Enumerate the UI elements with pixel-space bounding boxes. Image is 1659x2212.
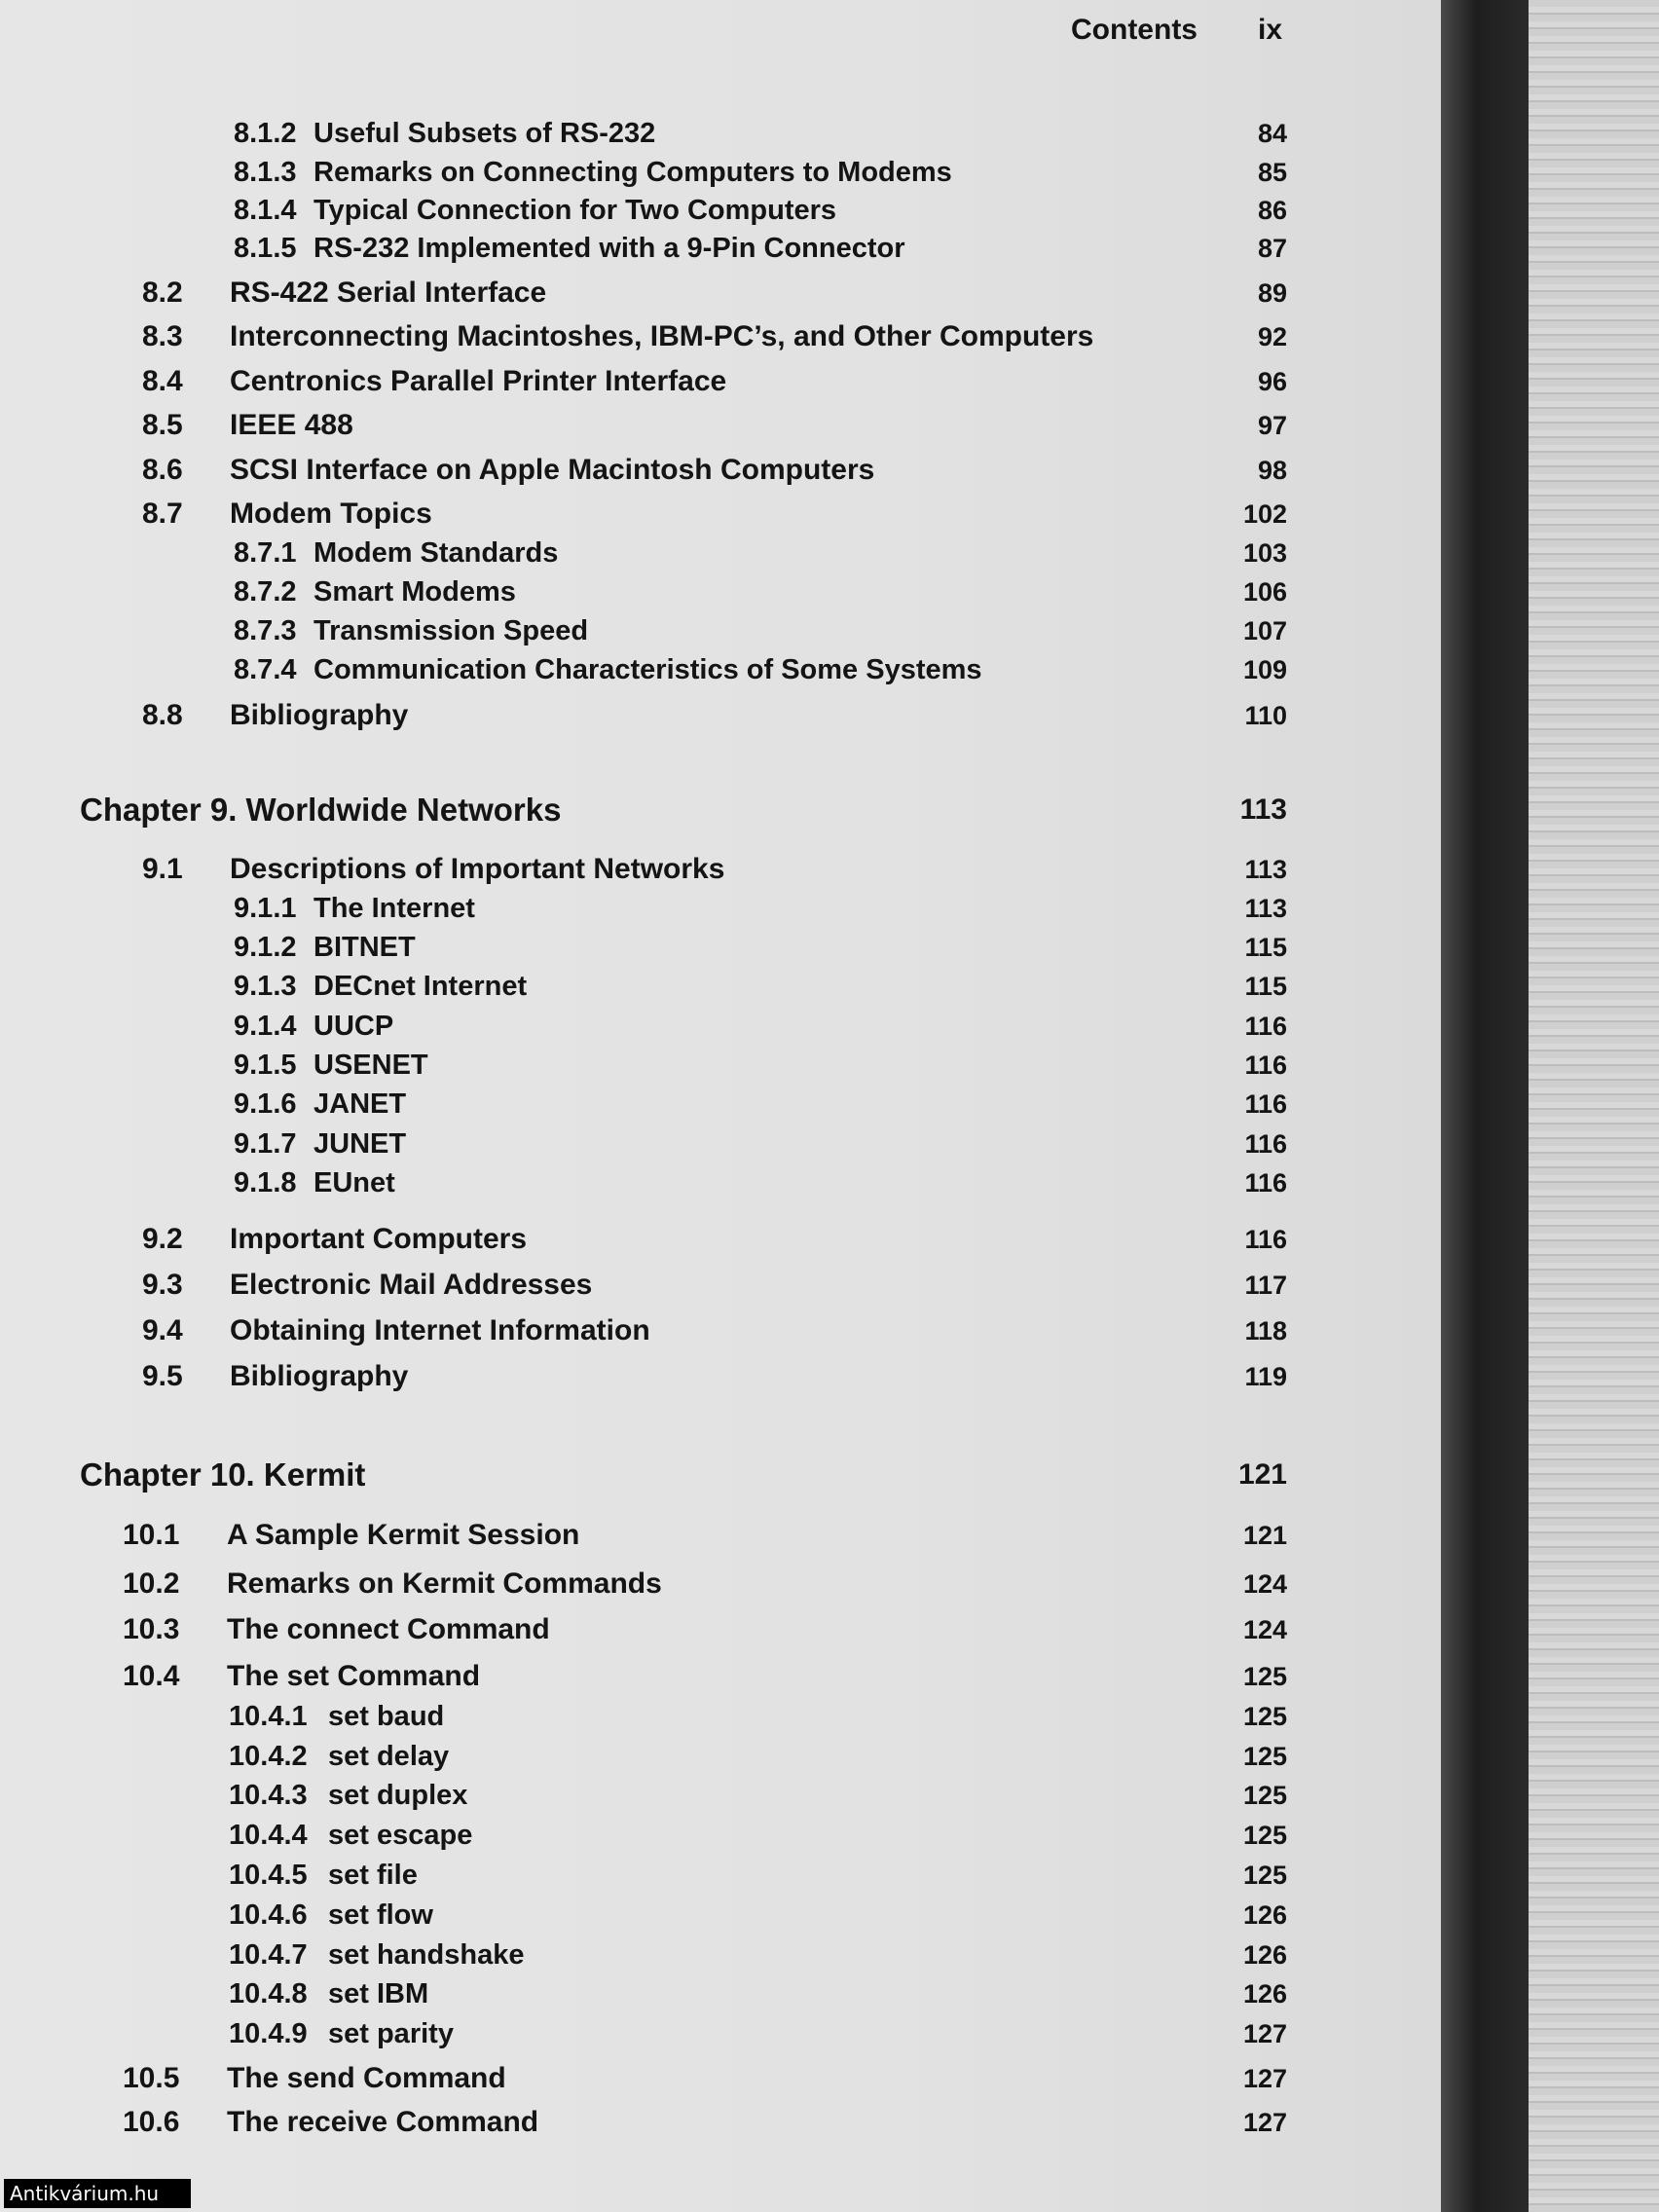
toc-subsection-entry — [0, 2014, 1363, 2053]
toc-entry-number: 9.1.1 — [234, 893, 297, 924]
toc-entry-number: 8.1.3 — [234, 157, 297, 188]
toc-entry-title: Interconnecting Macintoshes, IBM-PC’s, and Other Computers — [230, 320, 1094, 352]
toc-entry-number: 8.7 — [142, 498, 183, 530]
toc-entry-page: 89 — [1257, 278, 1287, 308]
toc-entry-title: The set Command — [227, 1660, 481, 1692]
toc-section-entry — [0, 1266, 1363, 1305]
toc-entry-title: Descriptions of Important Networks — [230, 853, 725, 885]
toc-subsection-entry — [0, 889, 1363, 928]
toc-entry-number: 9.3 — [142, 1269, 183, 1301]
toc-entry-page: 92 — [1257, 322, 1287, 351]
toc-section-entry — [0, 696, 1363, 735]
toc-entry-number: 8.7.3 — [234, 615, 297, 646]
toc-entry-title: Smart Modems — [313, 576, 516, 608]
toc-section-entry — [0, 1516, 1363, 1555]
toc-entry-number: 9.5 — [142, 1360, 183, 1392]
toc-subsection-entry — [0, 1697, 1363, 1736]
toc-entry-title: Useful Subsets of RS-232 — [313, 118, 656, 149]
toc-subsection-entry — [0, 928, 1363, 967]
toc-entry-title: The Internet — [313, 893, 475, 924]
toc-entry-page: 127 — [1242, 2019, 1287, 2048]
toc-entry-title: set delay — [328, 1741, 450, 1772]
toc-section-entry — [0, 406, 1363, 445]
toc-entry-title: DECnet Internet — [313, 971, 528, 1002]
toc-entry-page: 118 — [1244, 1316, 1287, 1346]
toc-entry-title: Obtaining Internet Information — [230, 1314, 650, 1346]
toc-entry-number: 10.4.1 — [229, 1701, 308, 1732]
toc-entry-number: 10.6 — [123, 2106, 180, 2138]
toc-subsection-entry — [0, 229, 1363, 268]
toc-entry-number: 10.4.3 — [229, 1780, 308, 1811]
toc-entry-page: 117 — [1244, 1271, 1287, 1300]
toc-entry-number: 9.1.2 — [234, 932, 297, 963]
toc-entry-title: set IBM — [328, 1978, 429, 2009]
toc-entry-number: 10.5 — [123, 2062, 180, 2094]
toc-section-entry — [0, 1220, 1363, 1259]
toc-entry-number: 8.4 — [142, 365, 183, 397]
toc-subsection-entry — [0, 967, 1363, 1006]
toc-entry-number: 10.4.8 — [229, 1978, 308, 2009]
toc-entry-page: 85 — [1257, 158, 1287, 187]
toc-entry-title: IEEE 488 — [230, 409, 353, 441]
toc-entry-page: 84 — [1257, 119, 1287, 148]
toc-entry-title: Important Computers — [230, 1223, 528, 1255]
toc-entry-title: SCSI Interface on Apple Macintosh Computers — [230, 454, 875, 486]
toc-section-entry — [0, 1311, 1363, 1350]
toc-subsection-entry — [0, 1737, 1363, 1776]
toc-entry-page: 116 — [1244, 1051, 1287, 1080]
toc-entry-title: Chapter 10. Kermit — [80, 1456, 366, 1493]
toc-entry-title: JANET — [313, 1088, 407, 1120]
toc-entry-number: 9.4 — [142, 1314, 183, 1346]
toc-entry-number: 9.1 — [142, 853, 183, 885]
toc-entry-page: 102 — [1242, 499, 1287, 529]
toc-entry-number: 9.1.4 — [234, 1011, 297, 1042]
toc-entry-title: RS-232 Implemented with a 9-Pin Connector — [313, 233, 905, 264]
toc-entry-page: 86 — [1257, 196, 1287, 225]
toc-entry-page: 125 — [1242, 1781, 1287, 1810]
toc-section-entry — [0, 1610, 1363, 1649]
toc-entry-title: The send Command — [227, 2062, 506, 2094]
toc-entry-number: 8.1.4 — [234, 195, 297, 226]
toc-section-entry — [0, 1565, 1363, 1604]
toc-entry-number: 10.2 — [123, 1567, 180, 1600]
toc-entry-page: 126 — [1242, 1900, 1287, 1930]
toc-subsection-entry — [0, 1856, 1363, 1895]
toc-entry-page: 98 — [1257, 456, 1287, 485]
toc-entry-number: 9.1.8 — [234, 1167, 297, 1198]
toc-entry-number: 10.3 — [123, 1613, 180, 1645]
toc-entry-title: Communication Characteristics of Some Systems — [313, 654, 982, 685]
toc-subsection-entry — [0, 1936, 1363, 1974]
toc-entry-title: RS-422 Serial Interface — [230, 276, 547, 309]
toc-entry-page: 107 — [1242, 616, 1287, 645]
toc-section-entry — [0, 1357, 1363, 1396]
toc-entry-title: Typical Connection for Two Computers — [313, 195, 837, 226]
toc-subsection-entry — [0, 1124, 1363, 1163]
background-cloth — [1529, 0, 1659, 2212]
toc-entry-page: 116 — [1244, 1225, 1287, 1254]
toc-entry-number: 10.4.6 — [229, 1899, 308, 1931]
toc-entry-title: Electronic Mail Addresses — [230, 1269, 593, 1301]
toc-entry-number: 9.1.3 — [234, 971, 297, 1002]
toc-entry-number: 10.4.9 — [229, 2018, 308, 2049]
toc-entry-number: 9.1.7 — [234, 1128, 297, 1160]
toc-entry-page: 121 — [1237, 1458, 1287, 1491]
toc-subsection-entry — [0, 534, 1363, 572]
toc-entry-page: 126 — [1242, 1940, 1287, 1970]
toc-entry-page: 127 — [1242, 2064, 1287, 2093]
toc-subsection-entry — [0, 114, 1363, 153]
toc-entry-title: set baud — [328, 1701, 445, 1732]
toc-entry-title: USENET — [313, 1050, 428, 1081]
toc-entry-page: 113 — [1244, 894, 1287, 923]
toc-entry-number: 10.1 — [123, 1519, 180, 1551]
toc-section-entry — [0, 451, 1363, 490]
toc-subsection-entry — [0, 1007, 1363, 1046]
toc-section-entry — [0, 274, 1363, 313]
page-number: ix — [1258, 14, 1283, 46]
toc-entry-title: Transmission Speed — [313, 615, 589, 646]
toc-entry-number: 8.3 — [142, 320, 183, 352]
toc-chapter-entry — [0, 1456, 1363, 1494]
toc-subsection-entry — [0, 1776, 1363, 1815]
toc-entry-title: set escape — [328, 1820, 473, 1851]
toc-entry-title: set parity — [328, 2018, 454, 2049]
toc-entry-title: set file — [328, 1860, 418, 1891]
toc-entry-page: 115 — [1244, 972, 1287, 1001]
toc-entry-title: Chapter 9. Worldwide Networks — [80, 792, 562, 828]
toc-entry-title: Centronics Parallel Printer Interface — [230, 365, 727, 397]
toc-entry-title: set handshake — [328, 1939, 525, 1971]
toc-subsection-entry — [0, 191, 1363, 230]
toc-subsection-entry — [0, 611, 1363, 650]
toc-subsection-entry — [0, 1046, 1363, 1085]
toc-entry-page: 125 — [1242, 1702, 1287, 1731]
toc-entry-page: 125 — [1242, 1821, 1287, 1850]
toc-entry-page: 125 — [1242, 1662, 1287, 1691]
toc-subsection-entry — [0, 650, 1363, 689]
toc-entry-page: 110 — [1244, 701, 1287, 730]
toc-subsection-entry — [0, 572, 1363, 611]
toc-subsection-entry — [0, 1163, 1363, 1202]
toc-section-entry — [0, 495, 1363, 534]
toc-entry-page: 121 — [1242, 1521, 1287, 1550]
toc-entry-title: A Sample Kermit Session — [227, 1519, 580, 1551]
toc-entry-number: 8.8 — [142, 699, 183, 731]
toc-entry-page: 109 — [1242, 655, 1287, 684]
toc-entry-title: set flow — [328, 1899, 433, 1931]
toc-entry-number: 8.1.2 — [234, 118, 297, 149]
toc-entry-page: 116 — [1244, 1168, 1287, 1198]
toc-entry-page: 113 — [1239, 793, 1287, 826]
toc-entry-number: 8.7.2 — [234, 576, 297, 608]
toc-section-entry — [0, 362, 1363, 401]
toc-entry-page: 87 — [1257, 234, 1287, 263]
toc-entry-number: 8.7.1 — [234, 537, 297, 569]
toc-entry-title: The receive Command — [227, 2106, 539, 2138]
toc-entry-title: JUNET — [313, 1128, 407, 1160]
toc-entry-number: 8.2 — [142, 276, 183, 309]
toc-entry-title: set duplex — [328, 1780, 468, 1811]
watermark-label: Antikvárium.hu — [4, 2179, 191, 2208]
toc-entry-number: 10.4.2 — [229, 1741, 308, 1772]
toc-entry-number: 10.4.5 — [229, 1860, 308, 1891]
toc-entry-title: The connect Command — [227, 1613, 550, 1645]
toc-section-entry — [0, 317, 1363, 356]
toc-entry-page: 97 — [1257, 411, 1287, 440]
toc-entry-page: 113 — [1244, 855, 1287, 884]
toc-entry-page: 116 — [1244, 1012, 1287, 1041]
toc-entry-page: 103 — [1242, 538, 1287, 568]
toc-entry-title: Bibliography — [230, 1360, 409, 1392]
toc-subsection-entry — [0, 1085, 1363, 1124]
toc-chapter-entry — [0, 791, 1363, 830]
toc-entry-number: 8.1.5 — [234, 233, 297, 264]
toc-entry-title: BITNET — [313, 932, 416, 963]
toc-subsection-entry — [0, 1816, 1363, 1855]
toc-entry-page: 116 — [1244, 1089, 1287, 1119]
toc-entry-number: 9.2 — [142, 1223, 183, 1255]
toc-entry-title: Remarks on Connecting Computers to Modems — [313, 157, 952, 188]
toc-entry-title: Modem Topics — [230, 498, 432, 530]
toc-entry-number: 10.4 — [123, 1660, 180, 1692]
running-header — [1071, 14, 1305, 55]
toc-entry-number: 8.5 — [142, 409, 183, 441]
toc-section-entry — [0, 1657, 1363, 1696]
running-header-title: Contents — [1071, 14, 1198, 46]
toc-entry-title: Bibliography — [230, 699, 409, 731]
toc-entry-title: Modem Standards — [313, 537, 559, 569]
toc-section-entry — [0, 2059, 1363, 2098]
toc-entry-title: UUCP — [313, 1011, 394, 1042]
toc-entry-number: 8.7.4 — [234, 654, 297, 685]
toc-entry-page: 119 — [1244, 1362, 1287, 1391]
toc-entry-number: 9.1.6 — [234, 1088, 297, 1120]
toc-subsection-entry — [0, 1896, 1363, 1935]
toc-entry-page: 126 — [1242, 1979, 1287, 2009]
toc-entry-number: 8.6 — [142, 454, 183, 486]
toc-entry-page: 106 — [1242, 577, 1287, 607]
toc-entry-number: 9.1.5 — [234, 1050, 297, 1081]
toc-section-entry — [0, 2103, 1363, 2142]
toc-entry-page: 115 — [1244, 933, 1287, 962]
toc-entry-page: 125 — [1242, 1742, 1287, 1771]
book-spine-shadow — [1441, 0, 1529, 2212]
toc-entry-page: 124 — [1242, 1615, 1287, 1644]
toc-section-entry — [0, 850, 1363, 889]
toc-entry-page: 124 — [1242, 1569, 1287, 1599]
toc-entry-page: 127 — [1242, 2108, 1287, 2137]
toc-subsection-entry — [0, 1974, 1363, 2013]
toc-entry-title: EUnet — [313, 1167, 395, 1198]
toc-entry-title: Remarks on Kermit Commands — [227, 1567, 662, 1600]
toc-entry-page: 125 — [1242, 1861, 1287, 1890]
toc-subsection-entry — [0, 153, 1363, 192]
toc-entry-page: 116 — [1244, 1129, 1287, 1159]
toc-entry-page: 96 — [1257, 367, 1287, 396]
toc-entry-number: 10.4.7 — [229, 1939, 308, 1971]
toc-entry-number: 10.4.4 — [229, 1820, 308, 1851]
